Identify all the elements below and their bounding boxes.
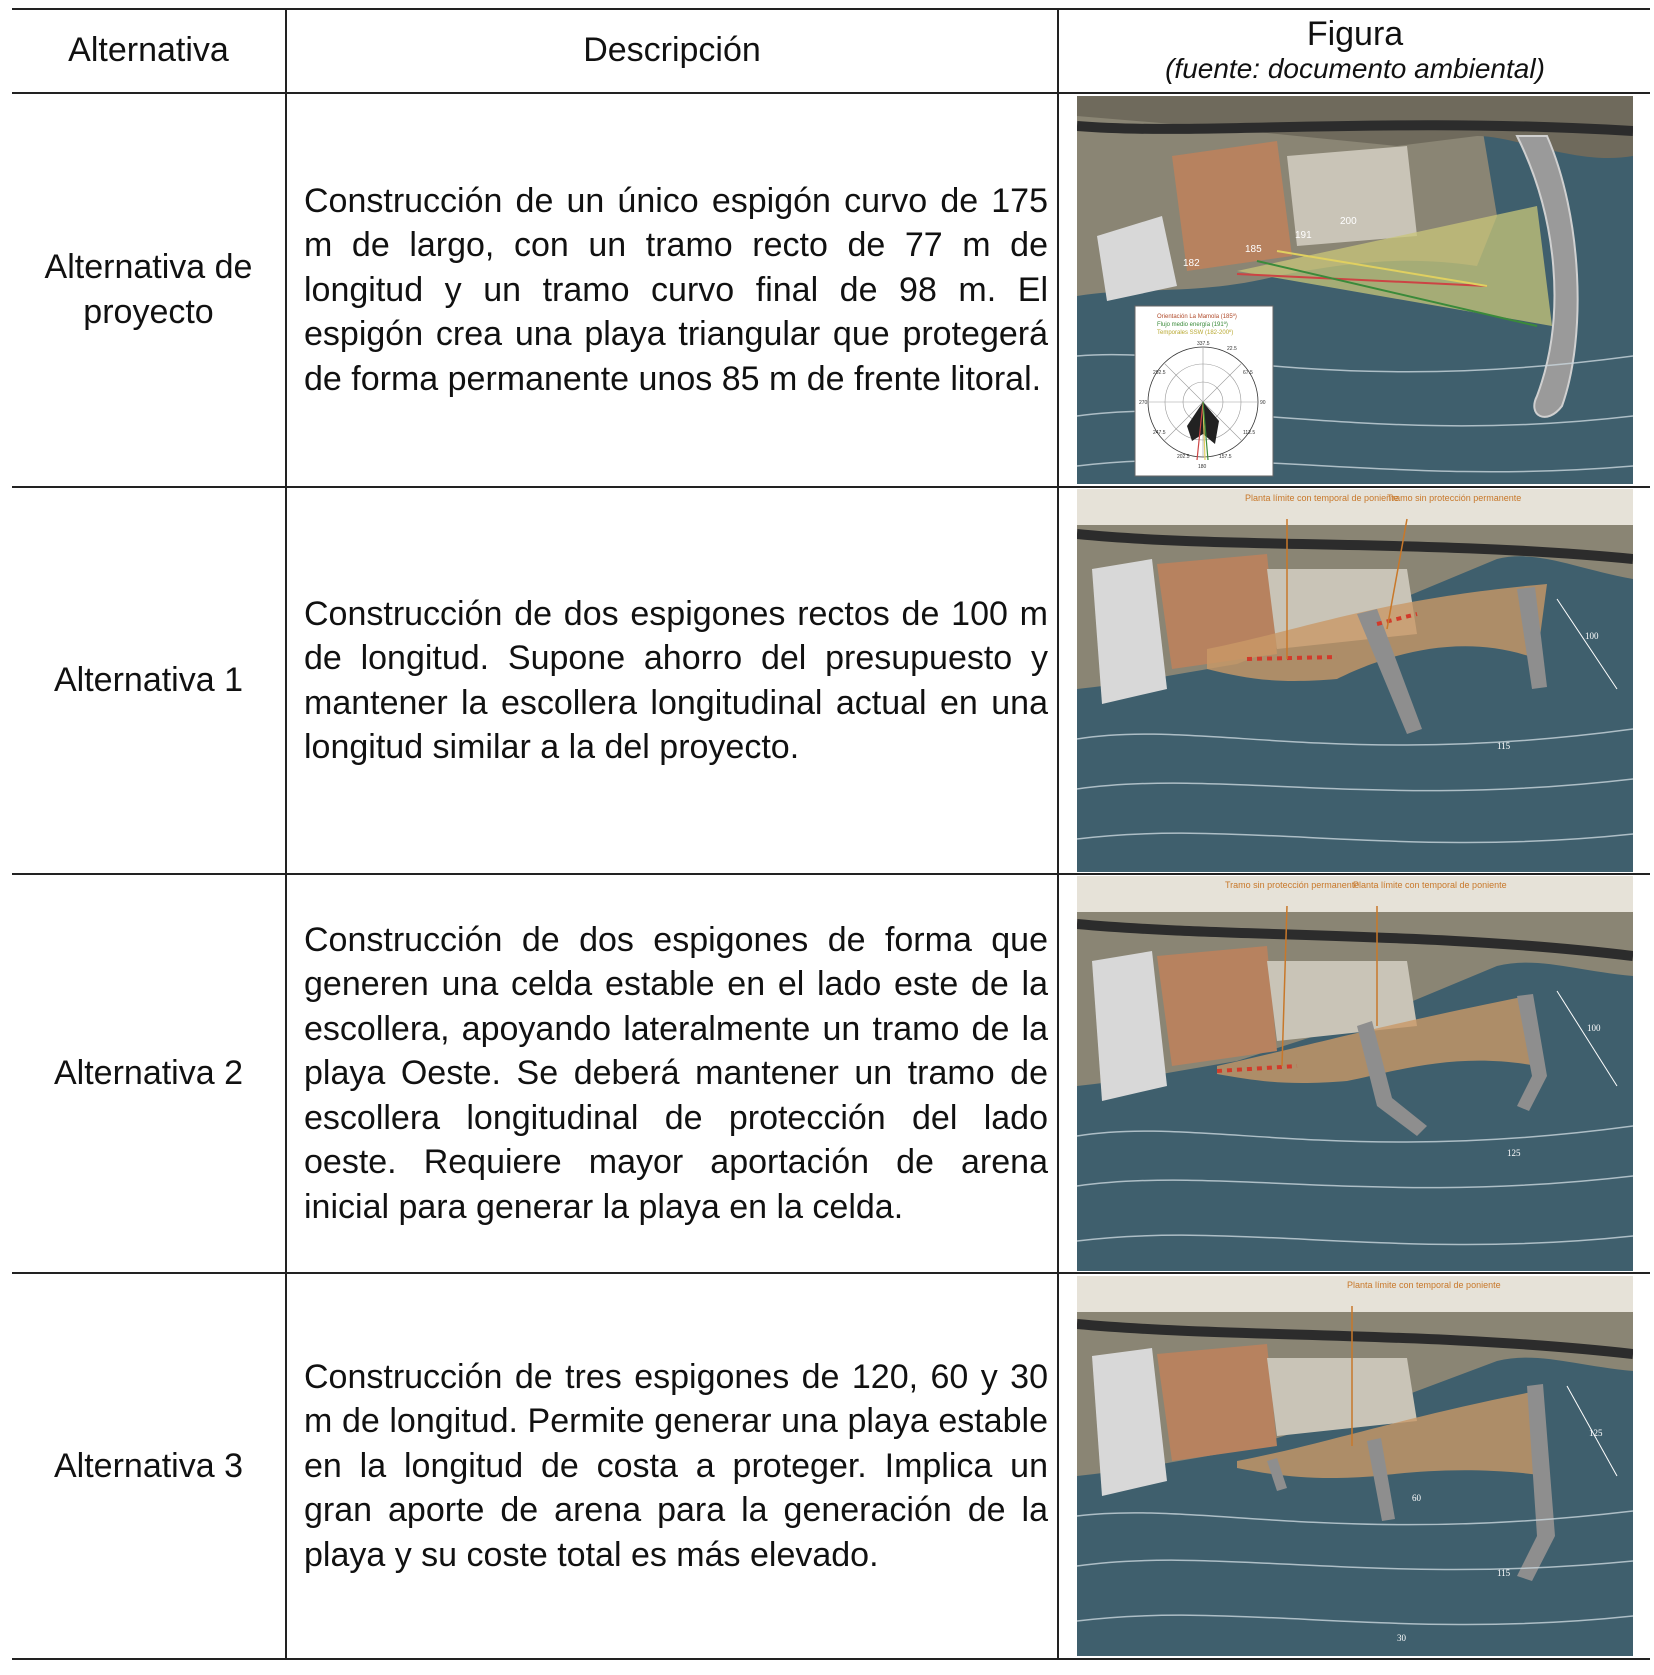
rose-label: 202.5 [1177, 454, 1190, 460]
angle-label: 185 [1245, 244, 1262, 255]
row-project-alternative-name [12, 94, 285, 486]
rose-label: 112.5 [1243, 430, 1256, 436]
table-bottom-rule [12, 1658, 1650, 1660]
angle-label: 191 [1295, 230, 1312, 241]
annotation-label: Tramo sin protección permanente [1387, 493, 1522, 503]
column-divider [285, 8, 287, 1660]
depth-label: 125 [1507, 1148, 1521, 1158]
aerial-map-alternative-3 [1077, 1276, 1633, 1656]
aerial-map-alternative-1 [1077, 489, 1633, 872]
rose-label: 90 [1260, 400, 1266, 406]
annotation-label: Planta límite con temporal de poniente [1347, 1280, 1501, 1290]
header-description [288, 8, 1056, 92]
depth-label: 100 [1587, 1023, 1601, 1033]
annotation-label: Tramo sin protección permanente [1225, 880, 1360, 890]
alternatives-table [12, 8, 1650, 1664]
rose-label: 337.5 [1197, 341, 1210, 347]
depth-label: 115 [1497, 741, 1511, 751]
row-project-figure [1077, 96, 1633, 484]
angle-label: 200 [1340, 216, 1357, 227]
row-alternative-1-name [12, 488, 285, 873]
description-text: Construcción de un único espigón curvo de 175 m de largo, con un tramo recto de 77 m de longitud y un tramo curvo final de 98 m. El espigón crea una playa triangular que protegerá de forma permanente unos 85 m de frente litoral. [304, 181, 1048, 398]
rose-label: 180 [1198, 464, 1207, 470]
depth-label: 125 [1589, 1428, 1603, 1438]
rose-label: 67.5 [1243, 370, 1253, 376]
description-text: Construcción de tres espigones de 120, 60 y 30 m de longitud. Permite generar una playa estable en la longitud de costa a proteger. Implica un gran aporte de arena para la generación de la playa y su coste total es más elevado. [304, 1357, 1048, 1574]
depth-label: 115 [1497, 1568, 1511, 1578]
alternative-name-text: Alternativa 1 [54, 661, 243, 699]
legend-entry: Flujo medio energía (191º) [1157, 322, 1228, 328]
depth-label: 60 [1412, 1493, 1421, 1503]
rose-label: 247.5 [1153, 430, 1166, 436]
annotation-label: Planta límite con temporal de poniente [1353, 880, 1507, 890]
angle-label: 182 [1183, 258, 1200, 269]
wave-rose-inset [1135, 306, 1273, 476]
depth-label: 100 [1585, 631, 1599, 641]
header-figure-label: Figura [1306, 15, 1404, 53]
legend-entry: Orientación La Mamola (185º) [1157, 314, 1237, 320]
row-alternative-2-figure [1077, 876, 1633, 1271]
header-figure-source: (fuente: documento ambiental) [1165, 53, 1545, 84]
aerial-map-alternative-2 [1077, 876, 1633, 1271]
header-alternative-label: Alternativa [68, 30, 229, 69]
row-alternative-2-description [304, 875, 1048, 1272]
row-alternative-3-description [304, 1274, 1048, 1658]
column-divider [1057, 8, 1059, 1660]
row-alternative-3-name [12, 1274, 285, 1658]
rose-label: 292.5 [1153, 370, 1166, 376]
alternative-name-text: Alternativa de proyecto [44, 248, 253, 331]
aerial-map-project [1077, 96, 1633, 484]
rose-label: 157.5 [1219, 454, 1232, 460]
rose-label: 22.5 [1227, 346, 1237, 352]
alternative-name-text: Alternativa 3 [54, 1446, 243, 1485]
row-alternative-1-figure [1077, 489, 1633, 872]
legend-entry: Temporales SSW (182-200º) [1157, 330, 1234, 336]
row-alternative-2-name [12, 875, 285, 1272]
alternative-name-text: Alternativa 2 [54, 1054, 243, 1092]
header-figure [1060, 8, 1650, 92]
header-description-label: Descripción [583, 30, 761, 69]
row-project-description [304, 94, 1048, 486]
description-text: Construcción de dos espigones de forma que generen una celda estable en el lado este de la escollera, apoyando lateralmente un tramo de la playa Oeste. Se deberá mantener un tramo de escollera longitudinal de protección del lado oeste. Requiere mayor aportación de arena inicial para generar la playa en la celda. [304, 920, 1048, 1226]
row-alternative-3-figure [1077, 1276, 1633, 1656]
rose-label: 270 [1139, 400, 1148, 406]
description-text: Construcción de dos espigones rectos de 100 m de longitud. Supone ahorro del presupuesto y mantener la escollera longitudinal actual en una longitud similar a la del proyecto. [304, 594, 1048, 766]
depth-label: 30 [1397, 1633, 1406, 1643]
row-alternative-1-description [304, 488, 1048, 873]
annotation-label: Planta límite con temporal de poniente [1245, 493, 1399, 503]
header-alternative [12, 8, 285, 92]
